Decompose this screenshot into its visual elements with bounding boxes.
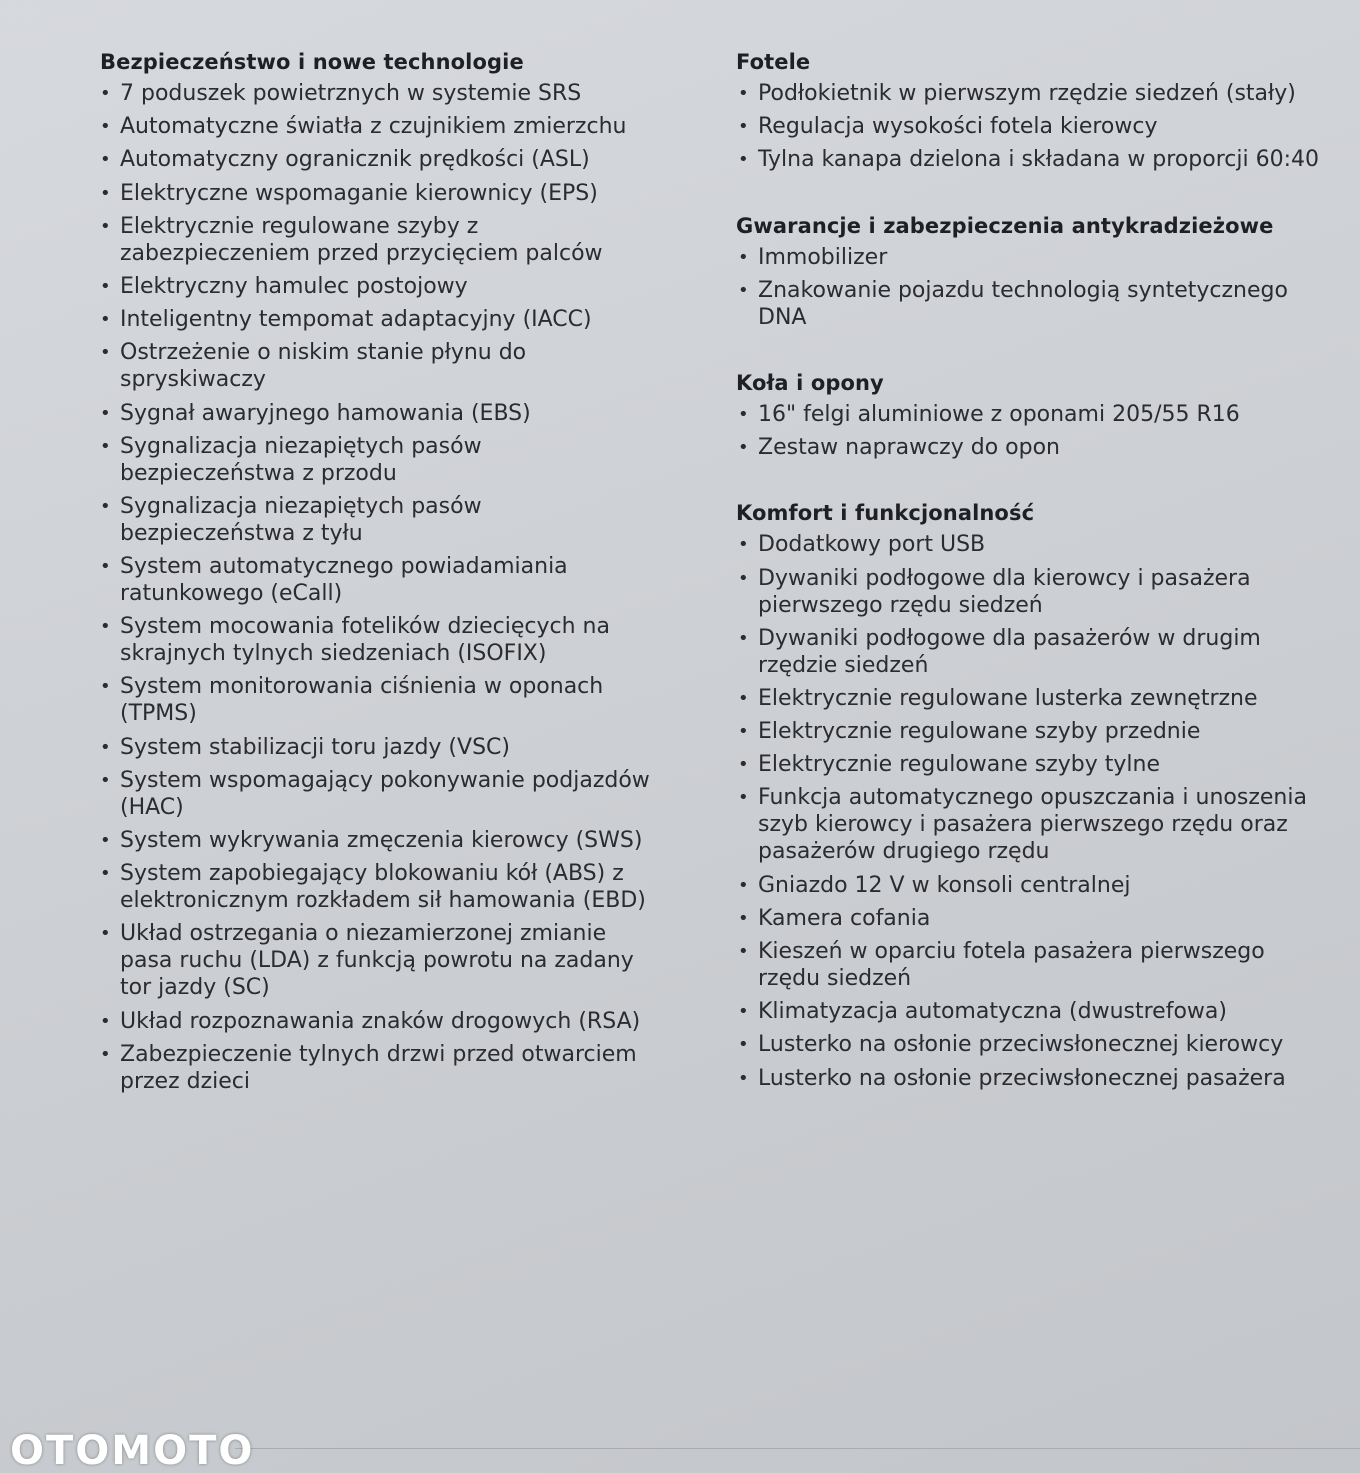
- list-item-text: Dodatkowy port USB: [758, 532, 986, 558]
- list-item-text: Tylna kanapa dzielona i składana w proporcji 60:40: [758, 147, 1319, 173]
- list-item: [62, 673, 662, 727]
- list-item: [732, 1065, 1322, 1092]
- list-item-text: Elektryczne wspomaganie kierownicy (EPS): [120, 180, 598, 206]
- list-item-text: System monitorowania ciśnienia w oponach (TPMS): [120, 674, 604, 727]
- list-item: [732, 718, 1322, 745]
- list-item-text: Lusterko na osłonie przeciwsłonecznej pasażera: [758, 1065, 1286, 1091]
- bullet-icon: •: [738, 116, 749, 138]
- bullet-icon: •: [738, 1034, 749, 1056]
- bullet-icon: •: [738, 246, 749, 268]
- safety-list: [62, 80, 662, 1095]
- list-item-text: Regulacja wysokości fotela kierowcy: [758, 114, 1158, 140]
- comfort-list: [732, 531, 1322, 1091]
- bullet-icon: •: [100, 182, 111, 204]
- bullet-icon: •: [738, 941, 749, 962]
- bullet-icon: •: [100, 736, 111, 758]
- list-item-text: System stabilizacji toru jazdy (VSC): [120, 734, 510, 760]
- bullet-icon: •: [738, 437, 749, 459]
- security-section: [732, 214, 1322, 331]
- list-item-text: Elektrycznie regulowane szyby z zabezpieczeniem przed przycięciem palców: [120, 213, 603, 266]
- bullet-icon: •: [100, 676, 111, 698]
- list-item-text: Znakowanie pojazdu technologią syntetycznego DNA: [758, 277, 1288, 330]
- list-item: [62, 339, 662, 393]
- comfort-section-title: Komfort i funkcjonalność: [736, 501, 1035, 526]
- list-item: [62, 80, 662, 107]
- list-item: [62, 180, 662, 207]
- bullet-icon: •: [738, 83, 749, 104]
- list-item: [732, 80, 1322, 107]
- list-item-text: Automatyczne światła z czujnikiem zmierzchu: [120, 114, 627, 140]
- seats-section-title: Fotele: [736, 50, 811, 74]
- bullet-icon: •: [100, 616, 111, 638]
- bullet-icon: •: [100, 1010, 111, 1032]
- list-item-text: Inteligentny tempomat adaptacyjny (IACC): [120, 307, 592, 333]
- bullet-icon: •: [100, 495, 111, 517]
- list-item: [732, 531, 1322, 558]
- list-item-text: Elektrycznie regulowane lusterka zewnętrzne: [758, 685, 1258, 711]
- list-item-text: Elektrycznie regulowane szyby przednie: [758, 719, 1201, 745]
- list-item-text: System wykrywania zmęczenia kierowcy (SWS): [120, 828, 643, 853]
- bullet-icon: •: [738, 754, 749, 776]
- list-item-text: Sygnał awaryjnego hamowania (EBS): [120, 400, 531, 426]
- bullet-icon: •: [738, 403, 749, 425]
- list-item: [62, 400, 662, 427]
- bullet-icon: •: [738, 687, 749, 709]
- security-list: [732, 244, 1322, 331]
- list-item: [62, 306, 662, 333]
- bullet-icon: •: [100, 116, 111, 138]
- bullet-icon: •: [738, 1067, 749, 1089]
- bullet-icon: •: [738, 534, 749, 556]
- bullet-icon: •: [738, 907, 749, 929]
- safety-section-title: Bezpieczeństwo i nowe technologie: [100, 50, 524, 74]
- list-item: [732, 1031, 1322, 1058]
- list-item: [62, 433, 662, 487]
- bullet-icon: •: [100, 402, 111, 424]
- bullet-icon: •: [738, 567, 749, 589]
- bullet-icon: •: [100, 769, 111, 791]
- page-bottom-divider: [235, 1448, 1360, 1449]
- bullet-icon: •: [100, 830, 111, 851]
- list-item-text: Układ rozpoznawania znaków drogowych (RSA): [120, 1008, 641, 1034]
- list-item-text: Immobilizer: [758, 244, 888, 270]
- list-item: [732, 565, 1322, 619]
- list-item-text: Lusterko na osłonie przeciwsłonecznej kierowcy: [758, 1032, 1284, 1058]
- comfort-section: [732, 501, 1322, 1091]
- wheels-section: [732, 371, 1322, 461]
- list-item: [62, 553, 662, 607]
- list-item: [732, 113, 1322, 140]
- list-item: [732, 625, 1322, 679]
- list-item: [732, 938, 1322, 992]
- list-item: [62, 860, 662, 914]
- list-item-text: System wspomagający pokonywanie podjazdów (HAC): [120, 767, 650, 820]
- bullet-icon: •: [738, 279, 749, 301]
- list-item: [62, 213, 662, 267]
- list-item-text: Dywaniki podłogowe dla kierowcy i pasażera pierwszego rzędu siedzeń: [758, 565, 1251, 618]
- list-item-text: Kieszeń w oparciu fotela pasażera pierwszego rzędu siedzeń: [758, 939, 1265, 991]
- bullet-icon: •: [738, 149, 749, 171]
- list-item-text: Automatyczny ogranicznik prędkości (ASL): [120, 147, 590, 173]
- list-item: [732, 784, 1322, 865]
- left-column: [62, 50, 662, 1101]
- list-item: [732, 872, 1322, 899]
- security-section-title: Gwarancje i zabezpieczenia antykradzieżowe: [736, 213, 1274, 238]
- seats-list: [732, 80, 1322, 173]
- bullet-icon: •: [738, 627, 749, 649]
- list-item: [732, 998, 1322, 1025]
- list-item: [62, 767, 662, 821]
- list-item: [732, 146, 1322, 173]
- list-item: [732, 401, 1322, 428]
- bullet-icon: •: [100, 309, 111, 331]
- otomoto-watermark-logo: OTOMOTO: [10, 1428, 255, 1474]
- bullet-icon: •: [100, 435, 111, 457]
- list-item: [62, 613, 662, 667]
- list-item: [732, 685, 1322, 712]
- list-item: [62, 273, 662, 300]
- bullet-icon: •: [100, 83, 111, 104]
- bullet-icon: •: [738, 874, 749, 896]
- list-item-text: Funkcja automatycznego opuszczania i unoszenia szyb kierowcy i pasażera pierwszego rzędu oraz pasażerów drugiego rzędu: [758, 785, 1307, 865]
- wheels-section-title: Koła i opony: [736, 370, 884, 395]
- list-item: [732, 905, 1322, 932]
- list-item-text: Klimatyzacja automatyczna (dwustrefowa): [758, 999, 1227, 1025]
- list-item-text: System automatycznego powiadamiania ratunkowego (eCall): [120, 554, 568, 607]
- bullet-icon: •: [738, 721, 749, 743]
- list-item-text: Układ ostrzegania o niezamierzonej zmianie pasa ruchu (LDA) z funkcją powrotu na zadany tor jazdy (SC): [120, 921, 634, 1001]
- list-item-text: Kamera cofania: [758, 905, 931, 931]
- list-item-text: Elektrycznie regulowane szyby tylne: [758, 752, 1160, 778]
- list-item: [62, 1041, 662, 1095]
- list-item: [62, 493, 662, 547]
- list-item-text: System mocowania fotelików dziecięcych na skrajnych tylnych siedzeniach (ISOFIX): [120, 614, 610, 667]
- list-item-text: 7 poduszek powietrznych w systemie SRS: [120, 81, 582, 106]
- bullet-icon: •: [738, 787, 749, 809]
- list-item: [62, 146, 662, 173]
- list-item: [732, 434, 1322, 461]
- right-column: [732, 50, 1322, 1098]
- bullet-icon: •: [100, 1043, 111, 1065]
- bullet-icon: •: [100, 215, 111, 237]
- list-item: [62, 920, 662, 1001]
- list-item-text: Sygnalizacja niezapiętych pasów bezpieczeństwa z przodu: [120, 433, 482, 486]
- bullet-icon: •: [100, 149, 111, 171]
- list-item-text: Podłokietnik w pierwszym rzędzie siedzeń (stały): [758, 81, 1296, 106]
- list-item-text: Elektryczny hamulec postojowy: [120, 273, 468, 299]
- seats-section: [732, 50, 1322, 173]
- bullet-icon: •: [100, 923, 111, 945]
- list-item-text: System zapobiegający blokowaniu kół (ABS) z elektronicznym rozkładem sił hamowania (EBD): [120, 861, 646, 914]
- list-item: [732, 244, 1322, 271]
- list-item-text: Zestaw naprawczy do opon: [758, 435, 1060, 461]
- list-item-text: Zabezpieczenie tylnych drzwi przed otwarciem przez dzieci: [120, 1041, 637, 1094]
- bullet-icon: •: [738, 1001, 749, 1023]
- bullet-icon: •: [100, 342, 111, 364]
- list-item-text: Gniazdo 12 V w konsoli centralnej: [758, 872, 1131, 898]
- bullet-icon: •: [100, 556, 111, 578]
- safety-section: [62, 50, 662, 1095]
- list-item: [732, 277, 1322, 331]
- bullet-icon: •: [100, 275, 111, 297]
- list-item-text: Sygnalizacja niezapiętych pasów bezpieczeństwa z tyłu: [120, 493, 482, 546]
- list-item-text: 16" felgi aluminiowe z oponami 205/55 R16: [758, 401, 1240, 427]
- list-item: [62, 734, 662, 761]
- bullet-icon: •: [100, 863, 111, 885]
- wheels-list: [732, 401, 1322, 461]
- list-item: [62, 827, 662, 854]
- list-item-text: Dywaniki podłogowe dla pasażerów w drugim rzędzie siedzeń: [758, 625, 1261, 678]
- list-item: [62, 113, 662, 140]
- list-item-text: Ostrzeżenie o niskim stanie płynu do spryskiwaczy: [120, 340, 527, 393]
- list-item: [732, 751, 1322, 778]
- list-item: [62, 1008, 662, 1035]
